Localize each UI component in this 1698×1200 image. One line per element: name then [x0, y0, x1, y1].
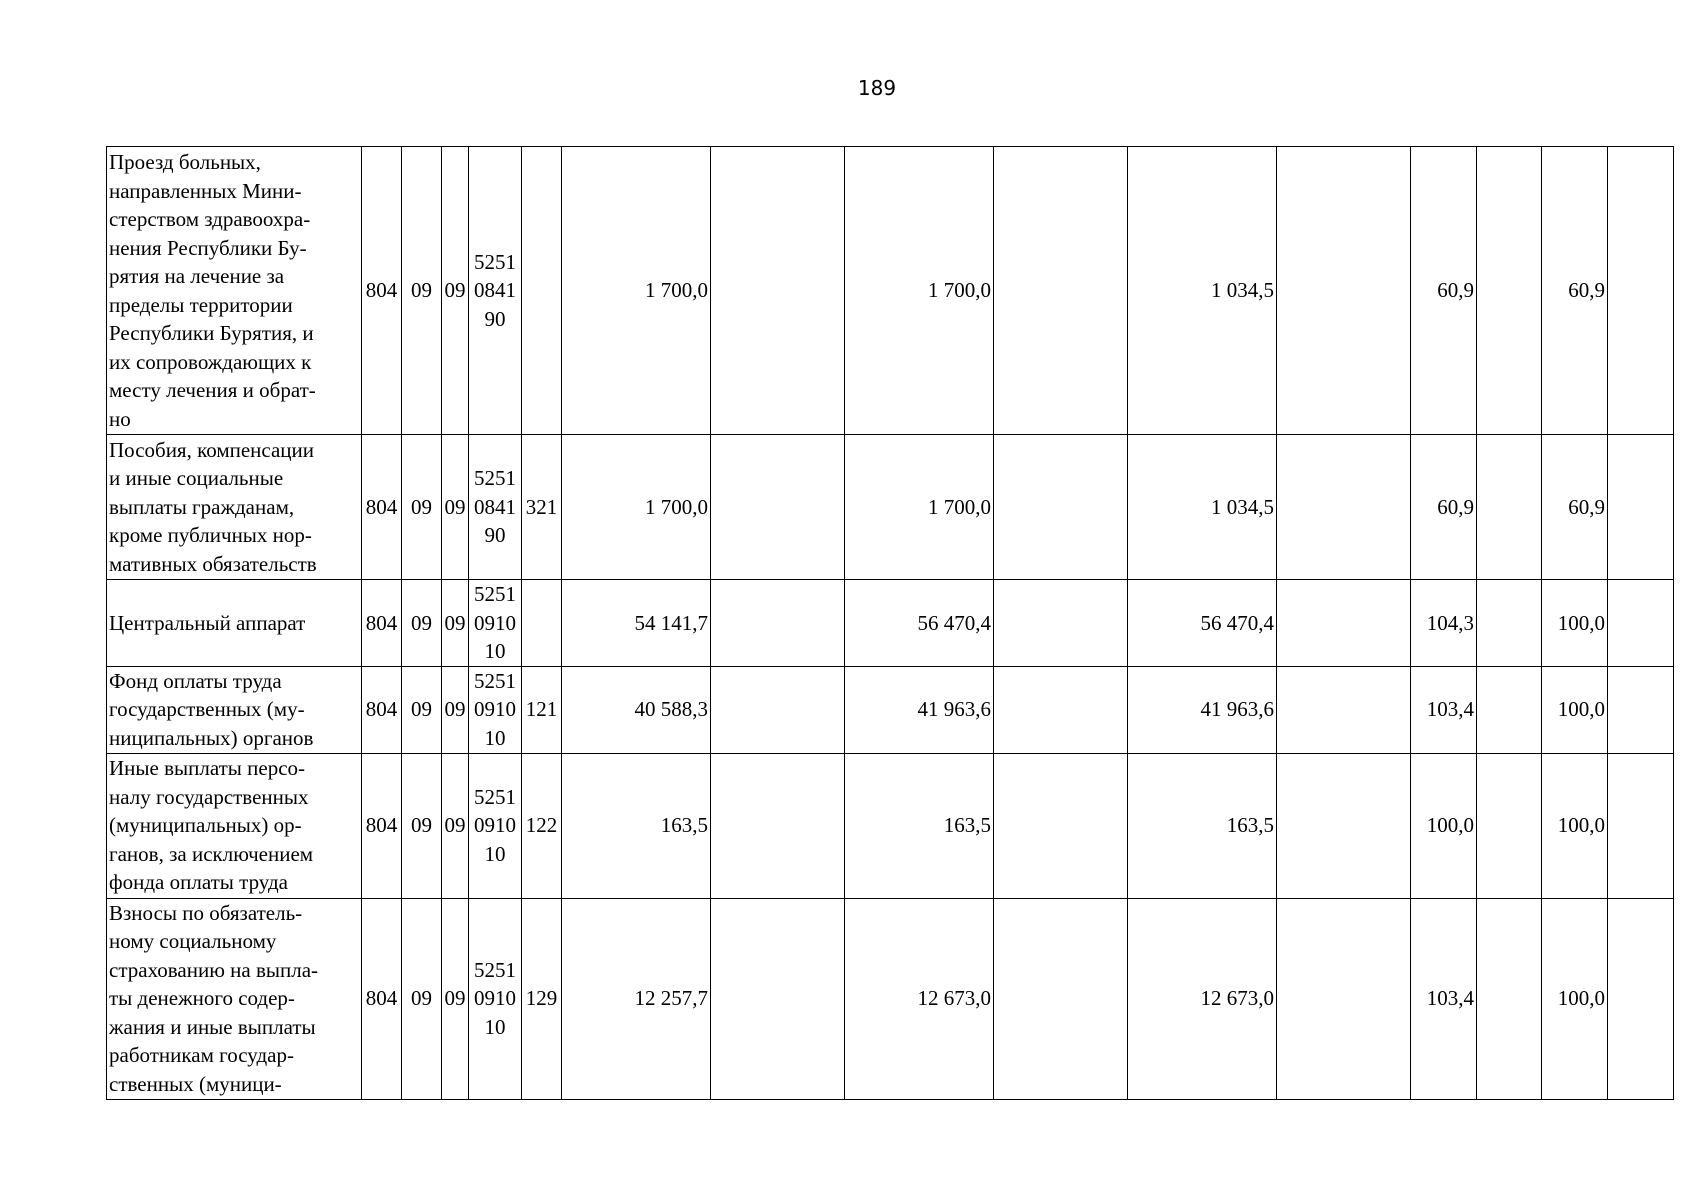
- target-article-code: 5251 0910 10: [469, 753, 522, 898]
- value-executed: 56 470,4: [1128, 580, 1277, 667]
- grbs-code: 804: [362, 435, 402, 580]
- percent-execution-2: 100,0: [1542, 580, 1608, 667]
- page-number: 189: [857, 76, 897, 100]
- value-executed: 1 034,5: [1128, 147, 1277, 435]
- empty-cell: [994, 753, 1128, 898]
- value-planned: 1 700,0: [845, 435, 994, 580]
- percent-execution-1: 60,9: [1411, 435, 1477, 580]
- percent-execution-2: 100,0: [1542, 898, 1608, 1099]
- table-row: [107, 898, 1674, 1099]
- empty-cell: [1608, 147, 1674, 435]
- percent-execution-2: 60,9: [1542, 147, 1608, 435]
- target-article-code: 5251 0841 90: [469, 435, 522, 580]
- percent-execution-1: 60,9: [1411, 147, 1477, 435]
- value-approved: 40 588,3: [562, 666, 711, 753]
- subsection-code: 09: [442, 435, 469, 580]
- empty-cell: [994, 580, 1128, 667]
- value-executed: 163,5: [1128, 753, 1277, 898]
- row-name: Иные выплаты персо- налу государственных (муниципальных) ор- ганов, за исключением фонда оплаты труда: [107, 753, 362, 898]
- empty-cell: [994, 898, 1128, 1099]
- value-approved: 54 141,7: [562, 580, 711, 667]
- section-code: 09: [402, 147, 442, 435]
- expense-type-code: 321: [522, 435, 562, 580]
- subsection-code: 09: [442, 147, 469, 435]
- empty-cell: [1608, 898, 1674, 1099]
- subsection-code: 09: [442, 753, 469, 898]
- section-code: 09: [402, 666, 442, 753]
- empty-cell: [1277, 666, 1411, 753]
- row-name: Взносы по обязатель- ному социальному страхованию на выпла- ты денежного содер- жания и иные выплаты работникам государ- ственных (муници-: [107, 898, 362, 1099]
- percent-execution-2: 60,9: [1542, 435, 1608, 580]
- table-row: [107, 435, 1674, 580]
- empty-cell: [1608, 580, 1674, 667]
- value-approved: 12 257,7: [562, 898, 711, 1099]
- section-code: 09: [402, 898, 442, 1099]
- expense-type-code: [522, 580, 562, 667]
- value-planned: 56 470,4: [845, 580, 994, 667]
- grbs-code: 804: [362, 147, 402, 435]
- empty-cell: [1277, 898, 1411, 1099]
- percent-execution-1: 103,4: [1411, 898, 1477, 1099]
- empty-cell: [1277, 580, 1411, 667]
- subsection-code: 09: [442, 580, 469, 667]
- table-row: [107, 666, 1674, 753]
- row-name: Центральный аппарат: [107, 580, 362, 667]
- empty-cell: [711, 435, 845, 580]
- section-code: 09: [402, 753, 442, 898]
- value-approved: 1 700,0: [562, 435, 711, 580]
- empty-cell: [994, 147, 1128, 435]
- empty-cell: [1477, 147, 1542, 435]
- target-article-code: 5251 0910 10: [469, 666, 522, 753]
- section-code: 09: [402, 435, 442, 580]
- empty-cell: [1477, 753, 1542, 898]
- empty-cell: [711, 898, 845, 1099]
- subsection-code: 09: [442, 666, 469, 753]
- empty-cell: [1277, 147, 1411, 435]
- row-name: Проезд больных, направленных Мини- стерством здравоохра- нения Республики Бу- рятия на лечение за пределы территории Республики Бурятия, и их сопровождающих к месту лечения и обрат- но: [107, 147, 362, 435]
- empty-cell: [1477, 435, 1542, 580]
- expense-type-code: 122: [522, 753, 562, 898]
- table-row: [107, 147, 1674, 435]
- budget-table: [106, 146, 1674, 1100]
- grbs-code: 804: [362, 898, 402, 1099]
- empty-cell: [1477, 666, 1542, 753]
- empty-cell: [994, 666, 1128, 753]
- empty-cell: [1477, 580, 1542, 667]
- table-row: [107, 580, 1674, 667]
- empty-cell: [1477, 898, 1542, 1099]
- target-article-code: 5251 0841 90: [469, 147, 522, 435]
- expense-type-code: 129: [522, 898, 562, 1099]
- value-planned: 12 673,0: [845, 898, 994, 1099]
- table-body: [107, 147, 1674, 1100]
- value-planned: 1 700,0: [845, 147, 994, 435]
- grbs-code: 804: [362, 753, 402, 898]
- expense-type-code: [522, 147, 562, 435]
- target-article-code: 5251 0910 10: [469, 898, 522, 1099]
- value-executed: 12 673,0: [1128, 898, 1277, 1099]
- value-executed: 1 034,5: [1128, 435, 1277, 580]
- value-approved: 1 700,0: [562, 147, 711, 435]
- empty-cell: [1608, 666, 1674, 753]
- empty-cell: [1608, 753, 1674, 898]
- percent-execution-2: 100,0: [1542, 666, 1608, 753]
- percent-execution-1: 103,4: [1411, 666, 1477, 753]
- grbs-code: 804: [362, 580, 402, 667]
- value-planned: 163,5: [845, 753, 994, 898]
- empty-cell: [1277, 435, 1411, 580]
- empty-cell: [1277, 753, 1411, 898]
- value-executed: 41 963,6: [1128, 666, 1277, 753]
- expense-type-code: 121: [522, 666, 562, 753]
- empty-cell: [711, 580, 845, 667]
- row-name: Фонд оплаты труда государственных (му- ниципальных) органов: [107, 666, 362, 753]
- value-approved: 163,5: [562, 753, 711, 898]
- table-row: [107, 753, 1674, 898]
- subsection-code: 09: [442, 898, 469, 1099]
- empty-cell: [994, 435, 1128, 580]
- target-article-code: 5251 0910 10: [469, 580, 522, 667]
- empty-cell: [711, 753, 845, 898]
- empty-cell: [1608, 435, 1674, 580]
- grbs-code: 804: [362, 666, 402, 753]
- empty-cell: [711, 147, 845, 435]
- percent-execution-1: 100,0: [1411, 753, 1477, 898]
- empty-cell: [711, 666, 845, 753]
- value-planned: 41 963,6: [845, 666, 994, 753]
- section-code: 09: [402, 580, 442, 667]
- percent-execution-1: 104,3: [1411, 580, 1477, 667]
- percent-execution-2: 100,0: [1542, 753, 1608, 898]
- row-name: Пособия, компенсации и иные социальные выплаты гражданам, кроме публичных нор- мативных обязательств: [107, 435, 362, 580]
